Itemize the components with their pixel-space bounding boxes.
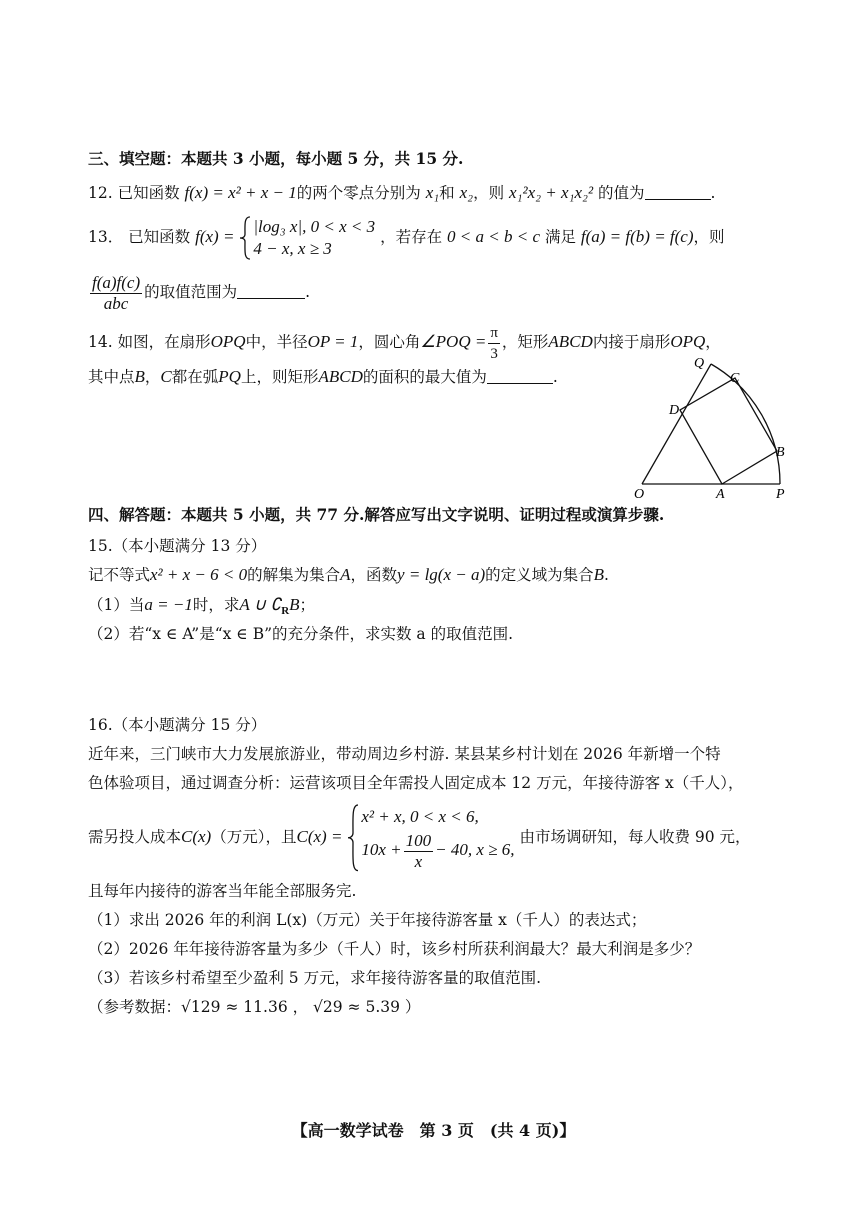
label-p: P (776, 487, 785, 502)
q15-part-1 (88, 594, 315, 622)
section-3-heading: 三、填空题：本题共 3 小题，每小题 5 分，共 15 分. (88, 149, 464, 168)
q15-text: 的定义域为集合 (485, 566, 594, 584)
q15-text: 的解集为集合 (247, 566, 341, 584)
q13-condition: 0 < a < b < c (447, 227, 540, 246)
label-d: D (669, 403, 680, 418)
q16-reference-data: （参考数据：√129 ≈ 11.36 ， √29 ≈ 5.39 ） (88, 998, 421, 1016)
q14-text: 其中点 (88, 368, 135, 386)
q16-text: （万元），且 (211, 828, 297, 846)
q16-line-2: 色体验项目，通过调查分析：运营该项目全年需投人固定成本 12 万元，年接待游客 x（千人）， (88, 774, 744, 792)
q14-text: 都在弧 (171, 368, 219, 386)
q13-number: 13． (88, 228, 124, 246)
q13-fraction (90, 273, 142, 314)
q16-cost-lhs: C(x) = (296, 827, 343, 846)
q13-case-2: 4 − x, x ≥ 3 (253, 239, 332, 258)
q14-point-c: C (160, 367, 172, 386)
q16-case-1: x² + x, 0 < x < 6, (361, 807, 479, 827)
label-a: A (716, 487, 725, 502)
q14-text: 中，半径 (245, 333, 308, 351)
radius-oq (642, 364, 711, 484)
q16-fraction-denominator: x (414, 851, 423, 871)
q14-radius: OP = 1 (307, 332, 359, 351)
q13-end: . (305, 283, 311, 301)
q15-function: y = lg(x − a) (397, 565, 486, 584)
q14-text: 内接于扇形 (592, 333, 671, 351)
q14-end: . (552, 368, 558, 386)
q16-fraction (404, 831, 434, 872)
q16-case-2-text: − 40, x ≥ 6, (435, 840, 515, 860)
q14-three: 3 (490, 345, 498, 362)
q14-arc: PQ (218, 367, 241, 386)
q14-text: ，矩形 (501, 333, 549, 351)
q14-point-b: B (134, 367, 145, 386)
q16-part-1: （1）求出 2026 年的利润 L(x)（万元）关于年接待游客量 x（千人）的表达式； (88, 911, 647, 929)
q16-piecewise (347, 804, 514, 872)
label-q: Q (694, 356, 705, 371)
q12-function: f(x) = x² + x − 1 (184, 183, 297, 202)
q13-text: ，则 (693, 228, 725, 246)
q14-text: 的面积的最大值为 (362, 368, 487, 386)
q15-set-b: B (593, 565, 605, 584)
q14-text: ， (705, 333, 721, 351)
q16-case-2-text: 10x + (361, 840, 402, 860)
q12-text: ，则 (473, 184, 505, 202)
q13-text: 的取值范围为 (144, 283, 238, 301)
q14-text: 如图，在扇形 (117, 333, 211, 351)
section-4-heading: 四、解答题：本题共 5 小题，共 77 分.解答应写出文字说明、证明过程或演算步骤. (88, 505, 665, 524)
question-12 (88, 182, 715, 204)
q16-line-1: 近年来，三门峡市大力发展旅游业，带动周边乡村游. 某县某乡村计划在 2026 年新增一个特 (88, 745, 721, 763)
q13-text: 已知函数 (128, 228, 191, 246)
question-14-line-2 (88, 366, 558, 388)
q14-answer-blank[interactable] (487, 367, 553, 384)
q16-text: 由市场调研知，每人收费 90 元， (519, 828, 751, 846)
q16-text: 需另投人成本 (88, 828, 182, 846)
q12-text: 和 (439, 184, 455, 202)
q15-a-value: a = −1 (144, 595, 193, 614)
q13-answer-blank[interactable] (237, 282, 305, 299)
left-brace-icon (347, 804, 359, 872)
q15-stem (88, 564, 609, 586)
q16-line-4: 且每年内接待的游客当年能全部服务完. (88, 882, 357, 900)
q16-fraction-numerator: 100 (405, 830, 432, 850)
q16-case-2 (361, 830, 514, 872)
q15-inequality: x² + x − 6 < 0 (150, 565, 248, 584)
q15-set-b: B (289, 595, 300, 614)
q12-text: 已知函数 (117, 184, 180, 202)
q14-text: 上，则矩形 (240, 368, 319, 386)
q15-expression: A ∪ ∁ (239, 595, 282, 614)
q15-text: 时，求 (192, 596, 240, 614)
q14-pi: π (488, 323, 500, 344)
q12-expression: x₁²x₂ + x₁x₂² (509, 183, 594, 202)
q14-angle: ∠POQ = (420, 332, 487, 351)
left-brace-icon (239, 216, 251, 260)
q16-part-3: （3）若该乡村希望至少盈利 5 万元，求年接待游客量的取值范围. (88, 969, 542, 987)
q13-fraction-denominator: abc (103, 293, 129, 313)
q15-text: . (604, 566, 609, 584)
label-c: C (730, 371, 740, 386)
q13-case-1: |log₃ x|, 0 < x < 3 (253, 217, 376, 236)
page-footer: 【高一数学试卷 第 3 页 (共 4 页)】 (291, 1121, 576, 1140)
q15-title: 15.（本小题满分 13 分） (88, 537, 267, 555)
q13-piecewise (239, 216, 375, 260)
q13-function-lhs: f(x) = (195, 227, 235, 246)
question-13 (88, 214, 725, 260)
q14-sector: OPQ (210, 332, 246, 351)
q13-text: ，若存在 (380, 228, 443, 246)
q14-rectangle: ABCD (548, 332, 593, 351)
q15-text: 记不等式 (88, 566, 151, 584)
q14-angle-fraction (488, 323, 500, 364)
q14-text: ， (144, 368, 161, 386)
q12-text: 的两个零点分别为 (296, 184, 421, 202)
q15-set-a: A (340, 565, 351, 584)
q15-text: （1）当 (88, 596, 145, 614)
q16-cost-function: C(x) (181, 827, 212, 846)
q12-answer-blank[interactable] (645, 183, 711, 200)
q14-sector-figure (626, 352, 796, 502)
q14-text: ，圆心角 (358, 333, 421, 351)
question-13-line-2 (88, 270, 310, 314)
q13-text: 满足 (544, 228, 576, 246)
q16-line-3 (88, 800, 751, 874)
q13-equation: f(a) = f(b) = f(c) (580, 227, 694, 246)
q13-fraction-numerator: f(a)f(c) (92, 272, 141, 292)
q12-text: 的值为 (597, 184, 645, 202)
q14-sector: OPQ (670, 332, 706, 351)
q15-part-2: （2）若“x ∈ A”是“x ∈ B”的充分条件，求实数 a 的取值范围. (88, 625, 514, 643)
q16-part-2: （2）2026 年年接待游客量为多少（千人）时，该乡村所获利润最大？最大利润是多少？ (88, 940, 701, 958)
q12-x1: x₁ (425, 183, 440, 202)
q12-x2: x₂ (459, 183, 474, 202)
q12-number: 12. (88, 184, 113, 202)
q14-number: 14. (88, 333, 113, 351)
q12-end: . (710, 184, 716, 202)
q15-text: ； (299, 596, 316, 614)
q14-rectangle: ABCD (318, 367, 363, 386)
label-o: O (634, 487, 645, 502)
q15-subscript-r: R (281, 605, 290, 618)
label-b: B (776, 445, 785, 460)
q15-text: ，函数 (350, 566, 398, 584)
q16-title: 16.（本小题满分 15 分） (88, 716, 267, 734)
arc-pq (711, 364, 780, 484)
